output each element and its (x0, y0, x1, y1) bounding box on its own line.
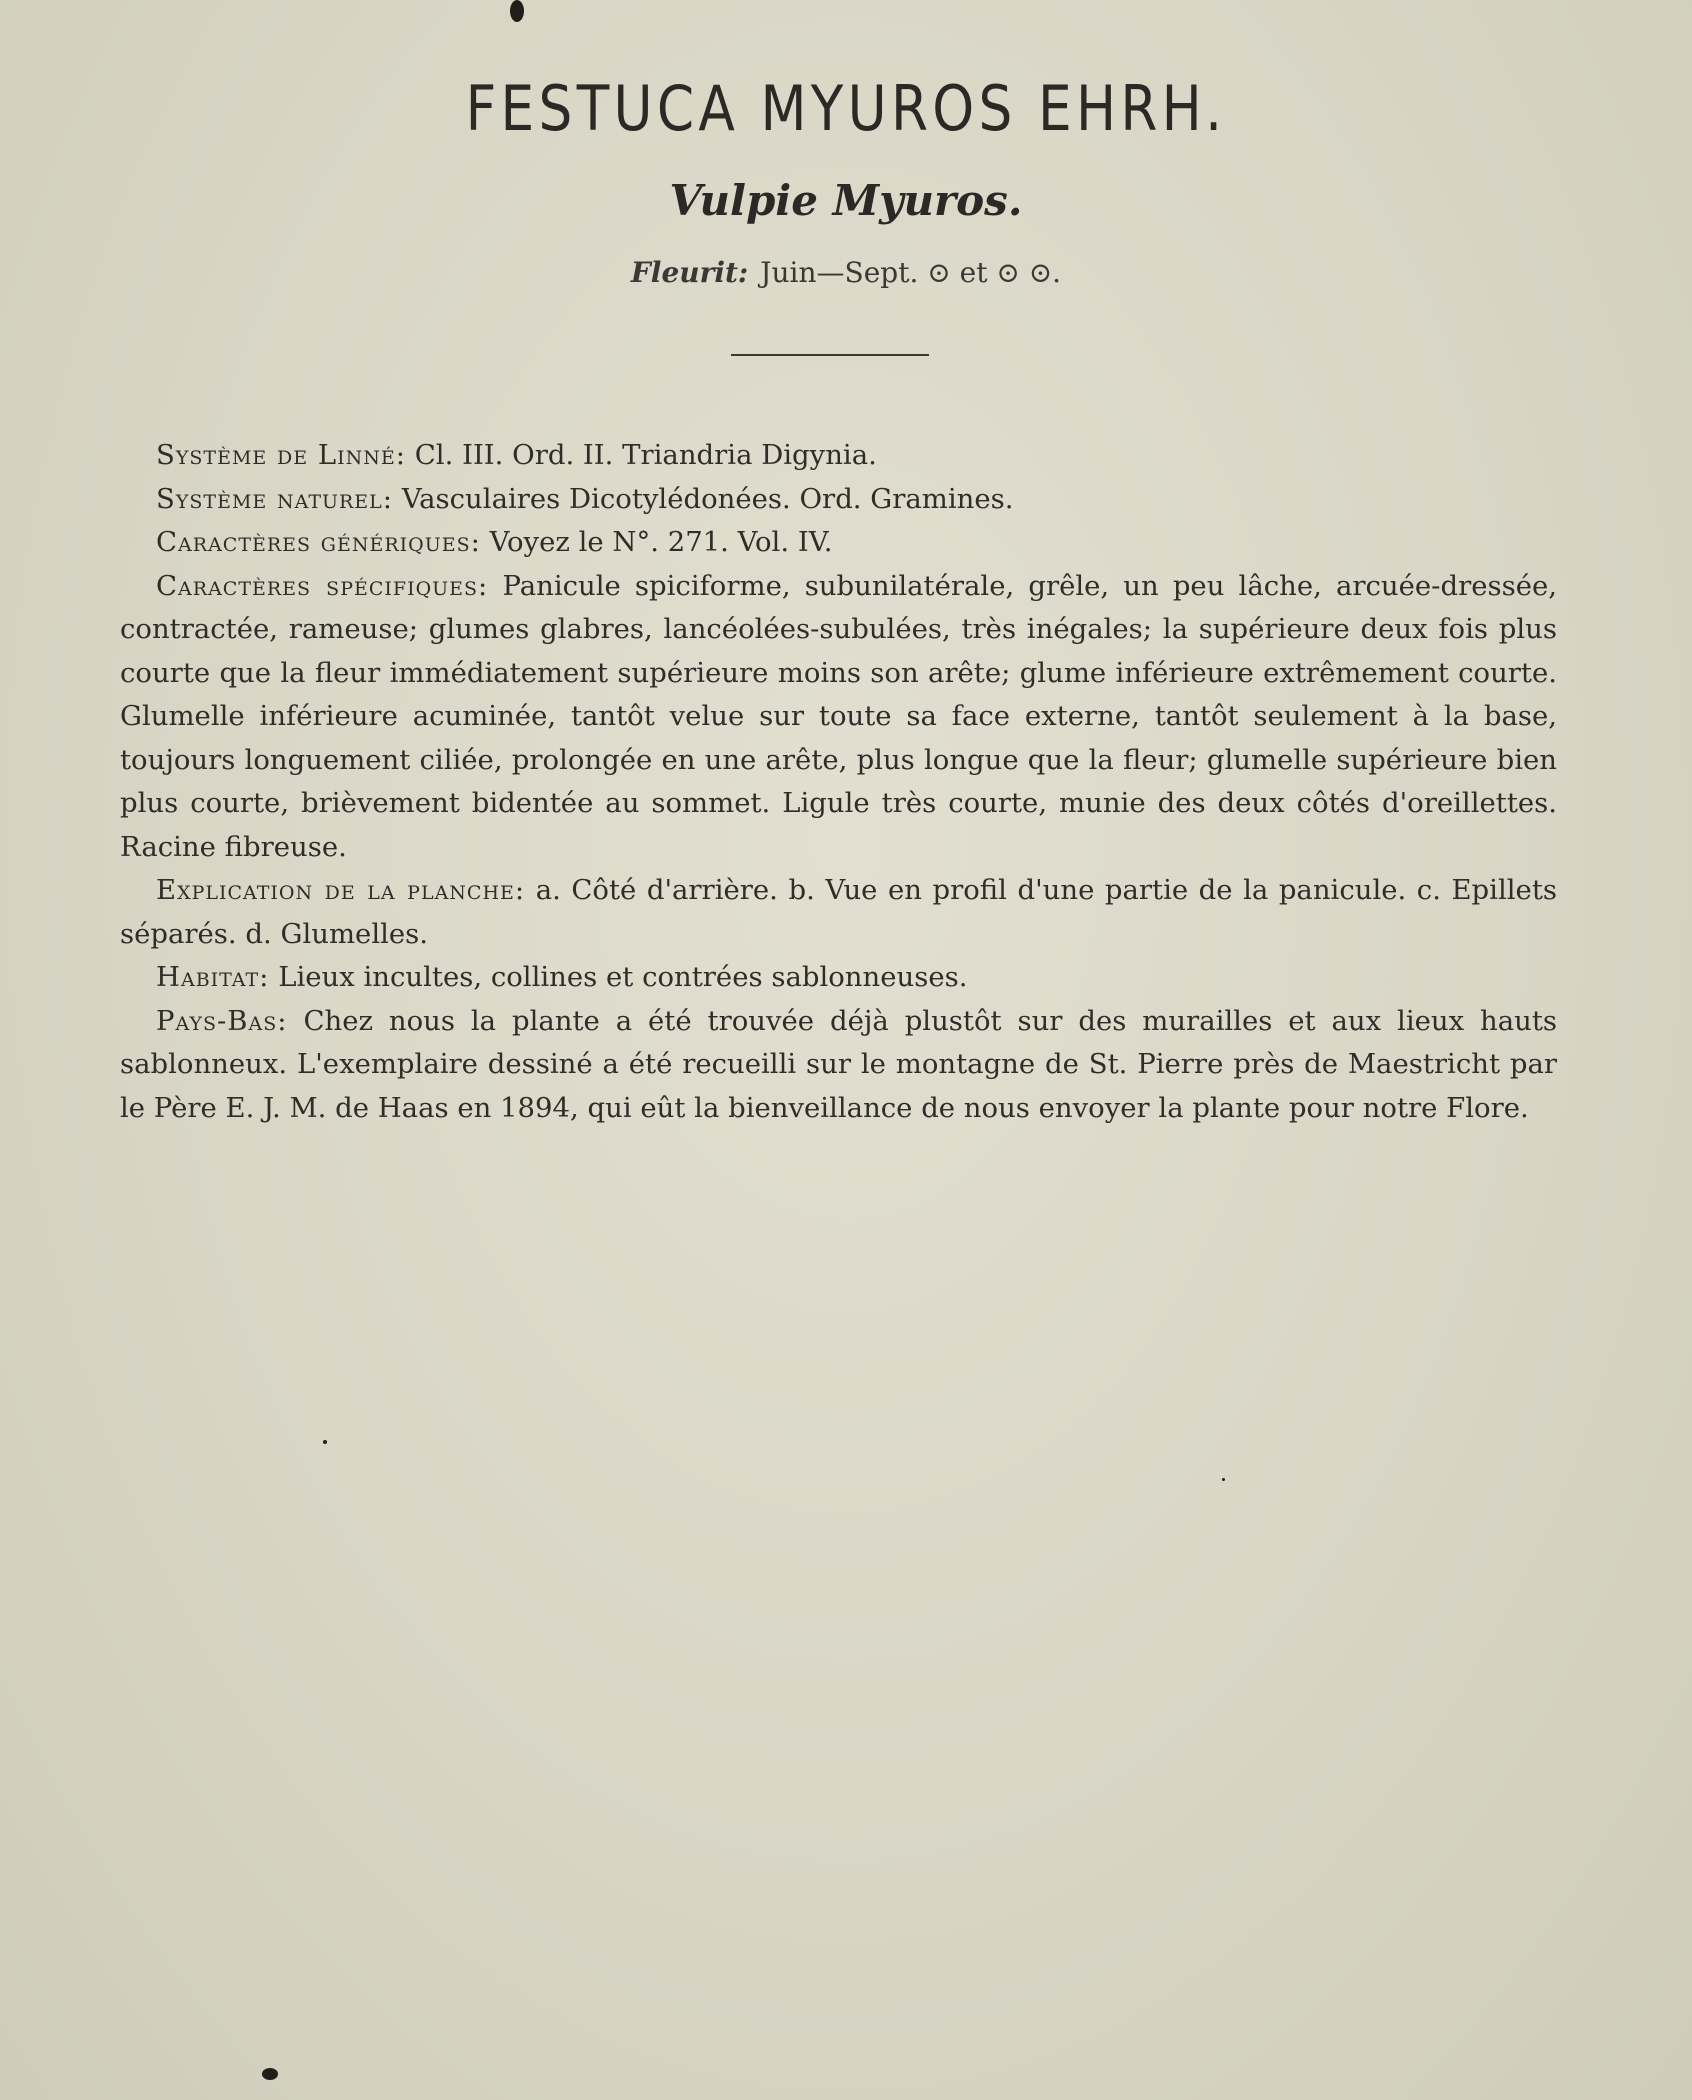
section-habitat (120, 956, 1557, 1000)
section-naturel (120, 478, 1557, 522)
ink-speck (262, 2068, 278, 2080)
ink-speck (1222, 1478, 1225, 1481)
section-specifiques (120, 565, 1557, 870)
section-label: Explication de la planche: (156, 874, 526, 906)
section-label: Habitat: (156, 961, 270, 993)
section-text: Cl. III. Ord. II. Triandria Digynia. (414, 439, 877, 471)
section-text: Panicule spiciforme, subunilatérale, grêle, un peu lâche, arcuée-dressée, contractée, rameuse; glumes glabres, lancéolées-subulées, très inégales; la supérieure deux fois plus courte que la fleur immédiatement supérieure moins son arête; glume inférieure extrêmement courte. Glumelle inférieure acuminée, tantôt velue sur toute sa face externe, tantôt seulement à la base, toujours longuement ciliée, prolongée en une arête, plus longue que la fleur; glumelle supérieure bien plus courte, brièvement bidentée au sommet. Ligule très courte, munie des deux côtés d'oreillettes. Racine fibreuse. (120, 569, 1558, 863)
section-explication (120, 869, 1557, 956)
common-name: Vulpie Myuros. (669, 176, 1023, 225)
ink-speck (323, 1440, 327, 1444)
flowering-value: Juin—Sept. ⊙ et ⊙ ⊙. (760, 256, 1062, 289)
section-text: Lieux incultes, collines et contrées sablonneuses. (278, 961, 968, 993)
page-title: FESTUCA MYUROS EHRH. (465, 72, 1227, 145)
flowering-period (0, 256, 1692, 289)
section-text: a. Côté d'arrière. b. Vue en profil d'une partie de la panicule. c. Epillets séparés. d. Glumelles. (120, 874, 1557, 950)
section-label: Caractères spécifiques: (156, 569, 489, 602)
section-generiques (120, 521, 1557, 565)
section-linne (120, 434, 1557, 478)
title-divider (731, 354, 929, 356)
section-label: Pays-Bas: (156, 1004, 288, 1037)
section-label: Système naturel: (156, 482, 394, 515)
section-text: Vasculaires Dicotylédonées. Ord. Gramines. (401, 482, 1014, 515)
section-text: Chez nous la plante a été trouvée déjà plustôt sur des murailles et aux lieux hauts sablonneux. L'exemplaire dessiné a été recueilli sur le montagne de St. Pierre près de Maestricht par le Père E. J. M. de Haas en 1894, qui eût la bienveillance de nous envoyer la plante pour notre Flore. (120, 1004, 1558, 1124)
section-label: Caractères génériques: (156, 526, 481, 558)
description-body (120, 434, 1557, 1130)
section-text: Voyez le N°. 271. Vol. IV. (489, 526, 833, 558)
ink-speck (510, 0, 524, 22)
flowering-label: Fleurit: (630, 256, 749, 289)
section-pays-bas (120, 1000, 1557, 1131)
section-label: Système de Linné: (156, 439, 407, 471)
